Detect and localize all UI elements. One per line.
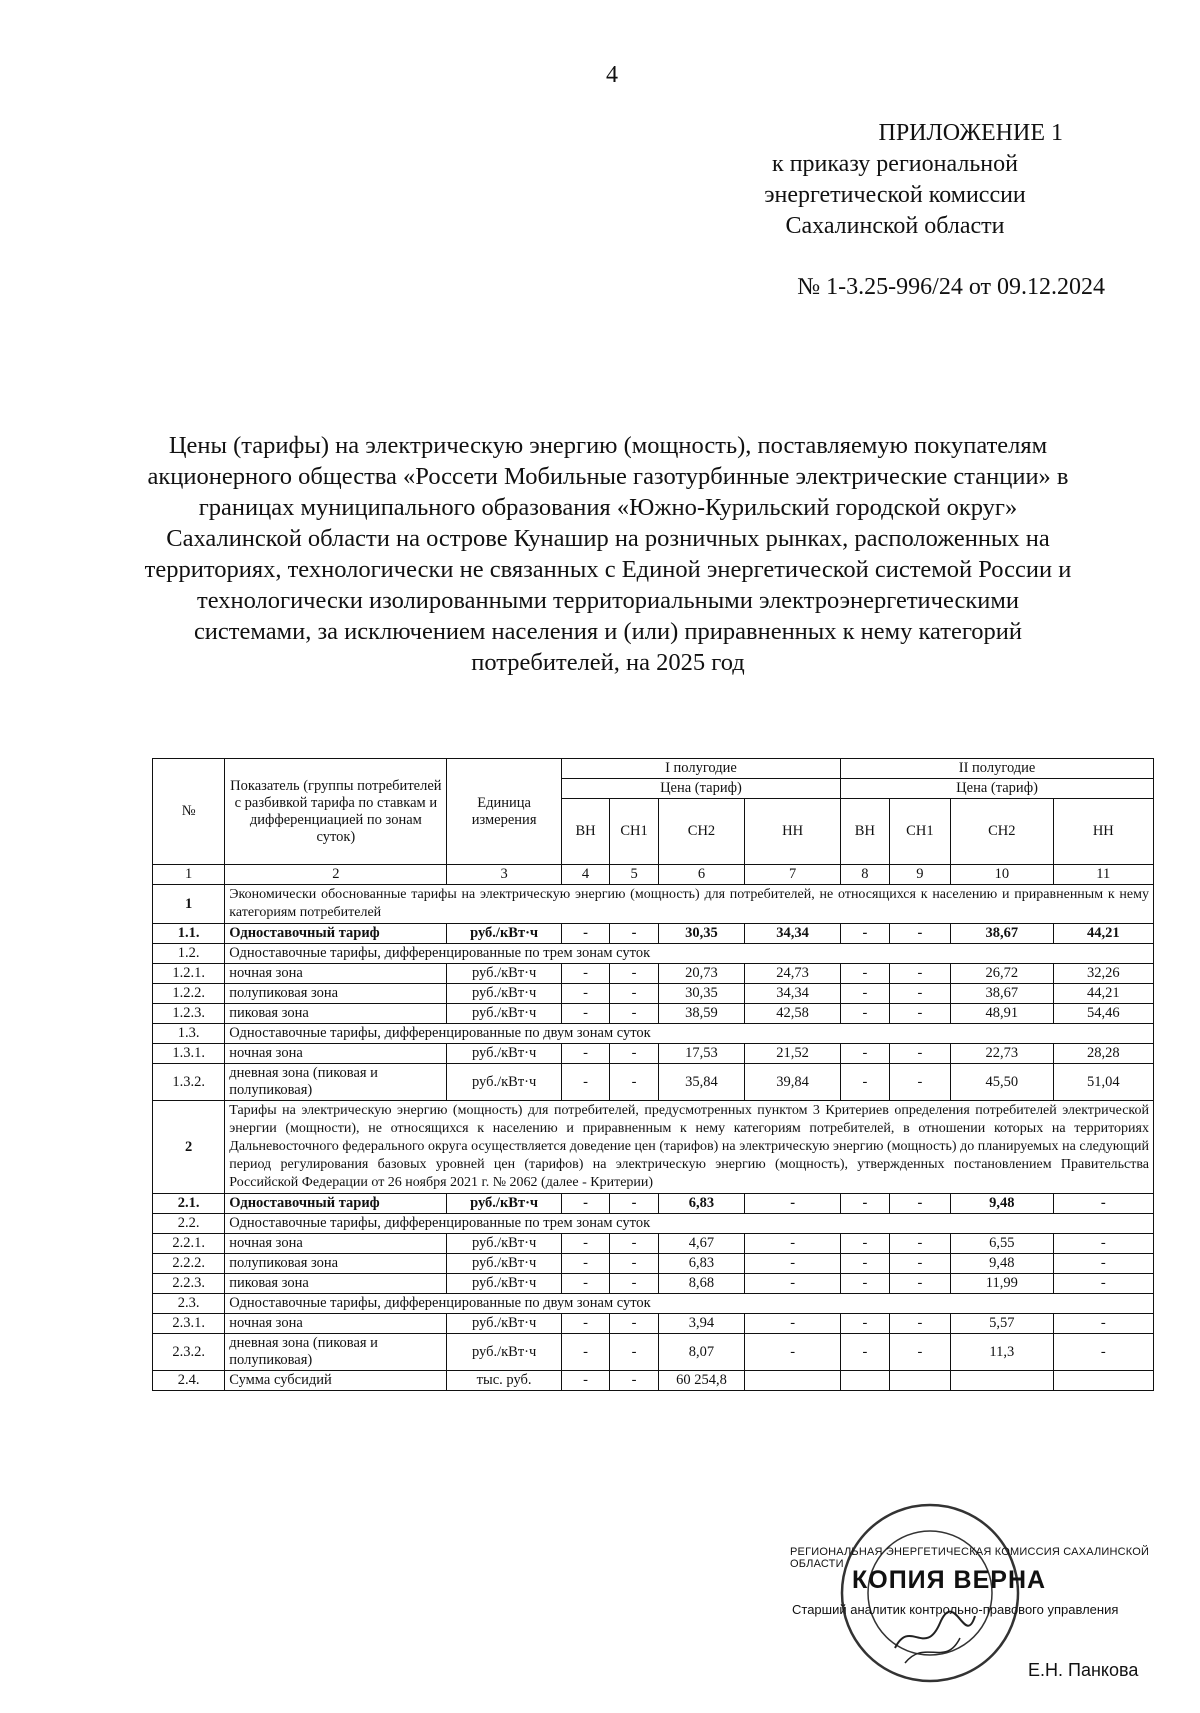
row-unit: руб./кВт·ч — [447, 984, 561, 1004]
row-unit: руб./кВт·ч — [447, 964, 561, 984]
group-row — [153, 944, 1154, 964]
table-row — [153, 1004, 1154, 1024]
tariff-value: - — [841, 1234, 890, 1254]
row-unit: тыс. руб. — [447, 1371, 561, 1391]
tariff-value: 30,35 — [658, 984, 744, 1004]
appendix-title: ПРИЛОЖЕНИЕ 1 — [878, 120, 1063, 146]
tariff-value: 26,72 — [951, 964, 1053, 984]
header-level: СН2 — [658, 799, 744, 865]
row-unit: руб./кВт·ч — [447, 1334, 561, 1371]
row-label: ночная зона — [225, 1234, 447, 1254]
tariff-value: - — [561, 964, 610, 984]
tariff-value: 20,73 — [658, 964, 744, 984]
tariff-value — [951, 1371, 1053, 1391]
tariff-value: - — [889, 1064, 950, 1101]
tariff-value: - — [841, 924, 890, 944]
column-number: 3 — [447, 865, 561, 885]
tariff-value: - — [610, 1254, 659, 1274]
appendix-line: Сахалинской области — [785, 213, 1005, 239]
tariff-value: - — [561, 1371, 610, 1391]
tariff-value: 11,99 — [951, 1274, 1053, 1294]
row-number: 2.3. — [153, 1294, 225, 1314]
row-unit: руб./кВт·ч — [447, 1254, 561, 1274]
tariff-value: - — [561, 1194, 610, 1214]
section-title: Экономически обоснованные тарифы на электрическую энергию (мощность) для потребителей, не относящихся к населению и приравненным к нему категориям потребителей — [225, 885, 1154, 924]
tariff-value: 8,68 — [658, 1274, 744, 1294]
row-number: 2.2.1. — [153, 1234, 225, 1254]
header-level: НН — [745, 799, 841, 865]
tariff-value: - — [841, 984, 890, 1004]
tariff-value: - — [1053, 1194, 1153, 1214]
tariff-value: - — [889, 924, 950, 944]
tariff-value: 34,34 — [745, 984, 841, 1004]
tariff-value: - — [610, 924, 659, 944]
tariff-value: - — [841, 1064, 890, 1101]
tariff-value: - — [561, 1314, 610, 1334]
column-number: 4 — [561, 865, 610, 885]
tariff-value: 24,73 — [745, 964, 841, 984]
row-number: 2.2.2. — [153, 1254, 225, 1274]
tariff-value: 35,84 — [658, 1064, 744, 1101]
group-label: Одноставочные тарифы, дифференцированные по двум зонам суток — [225, 1024, 1154, 1044]
tariff-value: 5,57 — [951, 1314, 1053, 1334]
tariff-value: - — [561, 1004, 610, 1024]
group-label: Одноставочные тарифы, дифференцированные по трем зонам суток — [225, 1214, 1154, 1234]
row-unit: руб./кВт·ч — [447, 1194, 561, 1214]
tariff-value: - — [841, 1004, 890, 1024]
row-label: Одноставочный тариф — [225, 1194, 447, 1214]
row-unit: руб./кВт·ч — [447, 1234, 561, 1254]
tariff-value: 60 254,8 — [658, 1371, 744, 1391]
row-unit: руб./кВт·ч — [447, 924, 561, 944]
tariff-value: - — [745, 1234, 841, 1254]
tariff-value: 32,26 — [1053, 964, 1153, 984]
tariff-value: - — [1053, 1314, 1153, 1334]
table-row — [153, 1234, 1154, 1254]
column-number: 11 — [1053, 865, 1153, 885]
row-label: Сумма субсидий — [225, 1371, 447, 1391]
stamp-signer-name: Е.Н. Панкова — [1028, 1660, 1139, 1680]
header-indicator: Показатель (группы потребителей с разбивкой тарифа по ставкам и дифференциацией по зонам суток) — [225, 759, 447, 865]
row-unit: руб./кВт·ч — [447, 1274, 561, 1294]
column-number: 6 — [658, 865, 744, 885]
row-number: 1.3.2. — [153, 1064, 225, 1101]
tariff-value: - — [610, 1004, 659, 1024]
group-row — [153, 1024, 1154, 1044]
tariff-value: 17,53 — [658, 1044, 744, 1064]
tariff-value: - — [610, 1314, 659, 1334]
tariff-value: - — [841, 1274, 890, 1294]
tariff-value: - — [561, 1274, 610, 1294]
header-half2: II полугодие — [841, 759, 1154, 779]
row-label: дневная зона (пиковая и полупиковая) — [225, 1334, 447, 1371]
tariff-value: - — [610, 1064, 659, 1101]
tariff-value: - — [561, 924, 610, 944]
header-level: ВН — [841, 799, 890, 865]
tariff-value: 51,04 — [1053, 1064, 1153, 1101]
row-number: 1.2. — [153, 944, 225, 964]
row-number: 1.3.1. — [153, 1044, 225, 1064]
table-row — [153, 1314, 1154, 1334]
tariff-value: 38,59 — [658, 1004, 744, 1024]
tariff-value: - — [889, 1004, 950, 1024]
row-number: 2.3.1. — [153, 1314, 225, 1334]
tariff-value: 38,67 — [951, 984, 1053, 1004]
tariff-value — [889, 1371, 950, 1391]
tariff-value: - — [610, 1194, 659, 1214]
tariff-value: 21,52 — [745, 1044, 841, 1064]
tariff-value: 44,21 — [1053, 924, 1153, 944]
group-row — [153, 1214, 1154, 1234]
row-unit: руб./кВт·ч — [447, 1044, 561, 1064]
tariff-value: 42,58 — [745, 1004, 841, 1024]
row-label: полупиковая зона — [225, 1254, 447, 1274]
tariff-value: - — [841, 1254, 890, 1274]
tariff-value: 44,21 — [1053, 984, 1153, 1004]
table-body — [153, 885, 1154, 1391]
tariff-value: - — [561, 1064, 610, 1101]
tariff-value: 48,91 — [951, 1004, 1053, 1024]
tariff-table — [152, 758, 1154, 1391]
tariff-value: - — [610, 1044, 659, 1064]
section-number: 2 — [153, 1101, 225, 1194]
header-level: НН — [1053, 799, 1153, 865]
tariff-value: - — [745, 1314, 841, 1334]
tariff-value — [1053, 1371, 1153, 1391]
tariff-value: - — [889, 1314, 950, 1334]
table-row — [153, 1274, 1154, 1294]
tariff-value: - — [841, 964, 890, 984]
tariff-value: - — [1053, 1234, 1153, 1254]
table-row — [153, 1194, 1154, 1214]
header-half1: I полугодие — [561, 759, 840, 779]
row-number: 1.2.2. — [153, 984, 225, 1004]
tariff-value: 30,35 — [658, 924, 744, 944]
tariff-value: - — [1053, 1254, 1153, 1274]
column-number: 10 — [951, 865, 1053, 885]
column-number: 9 — [889, 865, 950, 885]
stamp-position: Старший аналитик контрольно-правового управления — [792, 1602, 1119, 1617]
stamp-header: РЕГИОНАЛЬНАЯ ЭНЕРГЕТИЧЕСКАЯ КОМИССИЯ САХАЛИНСКОЙ ОБЛАСТИ — [790, 1546, 1150, 1570]
tariff-value: - — [561, 984, 610, 1004]
tariff-value: - — [889, 1274, 950, 1294]
tariff-value — [841, 1371, 890, 1391]
group-row — [153, 1294, 1154, 1314]
header-price2: Цена (тариф) — [841, 779, 1154, 799]
tariff-value: - — [745, 1254, 841, 1274]
section-row — [153, 1101, 1154, 1194]
tariff-value: - — [561, 1234, 610, 1254]
tariff-value: - — [610, 1334, 659, 1371]
row-number: 2.2. — [153, 1214, 225, 1234]
tariff-value: 6,55 — [951, 1234, 1053, 1254]
tariff-value: - — [610, 1274, 659, 1294]
tariff-value: - — [745, 1194, 841, 1214]
column-number: 8 — [841, 865, 890, 885]
tariff-value: 4,67 — [658, 1234, 744, 1254]
row-label: ночная зона — [225, 1314, 447, 1334]
column-number: 1 — [153, 865, 225, 885]
appendix-line: к приказу региональной — [772, 151, 1018, 177]
row-number: 2.4. — [153, 1371, 225, 1391]
tariff-value: - — [841, 1334, 890, 1371]
tariff-value: - — [610, 964, 659, 984]
header-no: № — [153, 759, 225, 865]
tariff-value: - — [610, 984, 659, 1004]
row-unit: руб./кВт·ч — [447, 1314, 561, 1334]
table-row — [153, 1371, 1154, 1391]
tariff-value: - — [745, 1274, 841, 1294]
row-number: 2.1. — [153, 1194, 225, 1214]
page-number: 4 — [606, 62, 618, 88]
section-number: 1 — [153, 885, 225, 924]
table-row — [153, 1044, 1154, 1064]
tariff-value: - — [1053, 1334, 1153, 1371]
table-row — [153, 984, 1154, 1004]
tariff-value: - — [889, 984, 950, 1004]
row-label: дневная зона (пиковая и полупиковая) — [225, 1064, 447, 1101]
table-row — [153, 1254, 1154, 1274]
tariff-value: - — [889, 1334, 950, 1371]
row-label: ночная зона — [225, 964, 447, 984]
tariff-value: - — [889, 1044, 950, 1064]
section-row — [153, 885, 1154, 924]
tariff-value: - — [561, 1334, 610, 1371]
row-number: 1.2.3. — [153, 1004, 225, 1024]
tariff-value: - — [745, 1334, 841, 1371]
row-label: Одноставочный тариф — [225, 924, 447, 944]
header-level: СН1 — [889, 799, 950, 865]
tariff-value: 22,73 — [951, 1044, 1053, 1064]
tariff-value: - — [1053, 1274, 1153, 1294]
tariff-value: 45,50 — [951, 1064, 1053, 1101]
tariff-value: - — [561, 1254, 610, 1274]
tariff-value: 3,94 — [658, 1314, 744, 1334]
tariff-value: - — [841, 1194, 890, 1214]
tariff-value: 6,83 — [658, 1194, 744, 1214]
row-label: пиковая зона — [225, 1274, 447, 1294]
table-row — [153, 924, 1154, 944]
tariff-value: 38,67 — [951, 924, 1053, 944]
table-row — [153, 1064, 1154, 1101]
tariff-value: - — [841, 1314, 890, 1334]
row-number: 2.2.3. — [153, 1274, 225, 1294]
tariff-value: 8,07 — [658, 1334, 744, 1371]
column-number: 7 — [745, 865, 841, 885]
tariff-value: - — [610, 1234, 659, 1254]
row-unit: руб./кВт·ч — [447, 1004, 561, 1024]
document-title: Цены (тарифы) на электрическую энергию (мощность), поставляемую покупателям акционерного общества «Россети Мобильные газотурбинные электрические станции» в границах муниципального образования «Южно-Курильский городской округ» Сахалинской области на острове Кунашир на розничных рынках, расположенных на территориях, технологически не связанных с Единой энергетической системой России и технологически изолированными территориальными электроэнергетическими системами, за исключением населения и (или) приравненных к нему категорий потребителей, на 2025 год — [144, 432, 1072, 676]
header-price1: Цена (тариф) — [561, 779, 840, 799]
tariff-value: 39,84 — [745, 1064, 841, 1101]
tariff-value: 28,28 — [1053, 1044, 1153, 1064]
tariff-value: 6,83 — [658, 1254, 744, 1274]
stamp-certified-copy: КОПИЯ ВЕРНА — [852, 1566, 1047, 1594]
order-number: № 1-3.25-996/24 от 09.12.2024 — [797, 274, 1105, 300]
tariff-value: - — [889, 1194, 950, 1214]
tariff-value: - — [889, 1234, 950, 1254]
tariff-value: - — [841, 1044, 890, 1064]
section-title: Тарифы на электрическую энергию (мощность) для потребителей, предусмотренных пунктом 3 Критериев определения потребителей электрической энергии (мощности), не относящихся к населению и приравненным к нему категориям потребителей, в отношении которых на территориях Дальневосточного федерального округа осуществляется доведение цен (тарифов) на электрическую энергию (мощность) до планируемых на следующий период регулирования базовых уровней цен (тарифов) на электрическую энергию (мощность), утвержденных постановлением Правительства Российской Федерации от 26 ноября 2021 г. № 2062 (далее - Критерии) — [225, 1101, 1154, 1194]
tariff-value: 9,48 — [951, 1254, 1053, 1274]
row-label: пиковая зона — [225, 1004, 447, 1024]
column-number: 2 — [225, 865, 447, 885]
tariff-value: 34,34 — [745, 924, 841, 944]
table-row — [153, 964, 1154, 984]
header-unit: Единица измерения — [447, 759, 561, 865]
tariff-value: - — [561, 1044, 610, 1064]
column-number: 5 — [610, 865, 659, 885]
tariff-value: - — [889, 1254, 950, 1274]
tariff-value — [745, 1371, 841, 1391]
header-level: ВН — [561, 799, 610, 865]
appendix-line: энергетической комиссии — [764, 182, 1026, 208]
appendix-header — [715, 118, 1105, 303]
row-label: ночная зона — [225, 1044, 447, 1064]
tariff-value: - — [889, 964, 950, 984]
tariff-value: 54,46 — [1053, 1004, 1153, 1024]
group-label: Одноставочные тарифы, дифференцированные по трем зонам суток — [225, 944, 1154, 964]
group-label: Одноставочные тарифы, дифференцированные по двум зонам суток — [225, 1294, 1154, 1314]
row-number: 1.3. — [153, 1024, 225, 1044]
row-label: полупиковая зона — [225, 984, 447, 1004]
header-level: СН2 — [951, 799, 1053, 865]
row-number: 1.2.1. — [153, 964, 225, 984]
tariff-value: 11,3 — [951, 1334, 1053, 1371]
row-number: 2.3.2. — [153, 1334, 225, 1371]
row-number: 1.1. — [153, 924, 225, 944]
tariff-value: - — [610, 1371, 659, 1391]
row-unit: руб./кВт·ч — [447, 1064, 561, 1101]
tariff-value: 9,48 — [951, 1194, 1053, 1214]
table-row — [153, 1334, 1154, 1371]
header-level: СН1 — [610, 799, 659, 865]
